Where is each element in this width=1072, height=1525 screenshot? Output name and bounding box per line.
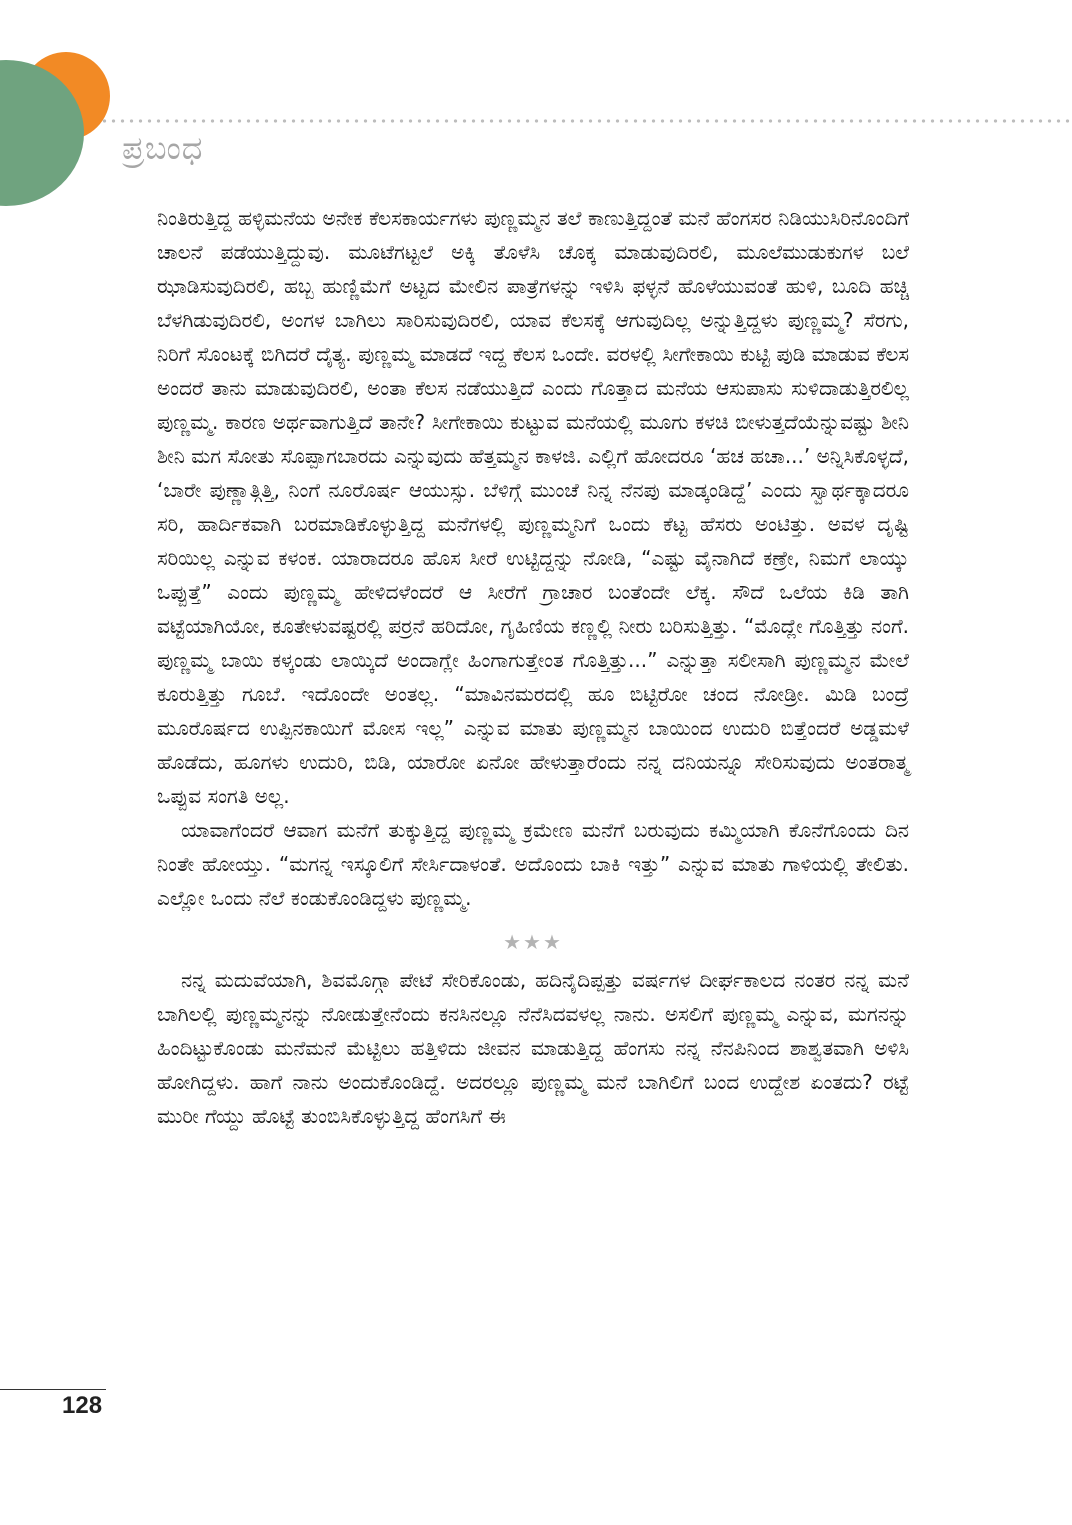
page-number: 128 (62, 1392, 103, 1419)
article-body (157, 201, 909, 1133)
paragraph: ನಿಂತಿರುತ್ತಿದ್ದ ಹಳ್ಳಿಮನೆಯ ಅನೇಕ ಕೆಲಸಕಾರ್ಯಗಳು ಪುಣ್ಣಮ್ಮನ ತಲೆ ಕಾಣುತ್ತಿದ್ದಂತೆ ಮನೆ ಹೆಂಗಸರ ನಿಡಿಯುಸಿರಿನೊಂದಿಗೆ ಚಾಲನೆ ಪಡೆಯುತ್ತಿದ್ದುವು. ಮೂಟೆಗಟ್ಟಲೆ ಅಕ್ಕಿ ತೊಳೆಸಿ ಚೊಕ್ಕ ಮಾಡುವುದಿರಲಿ, ಮೂಲೆಮುಡುಕುಗಳ ಬಲೆ ಝಾಡಿಸುವುದಿರಲಿ, ಹಬ್ಬ ಹುಣ್ಣಿಮೆಗೆ ಅಟ್ಟದ ಮೇಲಿನ ಪಾತ್ರೆಗಳನ್ನು ಇಳಿಸಿ ಫಳ್ಳನೆ ಹೊಳೆಯುವಂತೆ ಹುಳಿ, ಬೂದಿ ಹಚ್ಚಿ ಬೆಳಗಿಡುವುದಿರಲಿ, ಅಂಗಳ ಬಾಗಿಲು ಸಾರಿಸುವುದಿರಲಿ, ಯಾವ ಕೆಲಸಕ್ಕೆ ಆಗುವುದಿಲ್ಲ ಅನ್ನುತ್ತಿದ್ದಳು ಪುಣ್ಣಮ್ಮ? ಸೆರಗು, ನಿರಿಗೆ ಸೊಂಟಕ್ಕೆ ಬಿಗಿದರೆ ದೈತ್ಯ. ಪುಣ್ಣಮ್ಮ ಮಾಡದೆ ಇದ್ದ ಕೆಲಸ ಒಂದೇ. ವರಳಲ್ಲಿ ಸೀಗೇಕಾಯಿ ಕುಟ್ಟಿ ಪುಡಿ ಮಾಡುವ ಕೆಲಸ ಅಂದರೆ ತಾನು ಮಾಡುವುದಿರಲಿ, ಅಂತಾ ಕೆಲಸ ನಡೆಯುತ್ತಿದೆ ಎಂದು ಗೊತ್ತಾದ ಮನೆಯ ಆಸುಪಾಸು ಸುಳಿದಾಡುತ್ತಿರಲಿಲ್ಲ ಪುಣ್ಣಮ್ಮ. ಕಾರಣ ಅರ್ಥವಾಗುತ್ತಿದೆ ತಾನೇ? ಸೀಗೇಕಾಯಿ ಕುಟ್ಟುವ ಮನೆಯಲ್ಲಿ ಮೂಗು ಕಳಚಿ ಬೀಳುತ್ತದೆಯೆನ್ನುವಷ್ಟು ಶೀನಿ ಶೀನಿ ಮಗ ಸೋತು ಸೊಪ್ಪಾಗಬಾರದು ಎನ್ನುವುದು ಹೆತ್ತಮ್ಮನ ಕಾಳಜಿ. ಎಲ್ಲಿಗೆ ಹೋದರೂ ‘ಹಚ ಹಚಾ...’ ಅನ್ನಿಸಿಕೊಳ್ಳದೆ, ‘ಬಾರೇ ಪುಣ್ಣಾತ್ಗಿತ್ತಿ, ನಿಂಗೆ ನೂರೊರ್ಷ ಆಯುಸ್ಸು. ಬೆಳಿಗ್ಗೆ ಮುಂಚೆ ನಿನ್ನ ನೆನಪು ಮಾಡ್ಕಂಡಿದ್ದೆ’ ಎಂದು ಸ್ವಾರ್ಥಕ್ಕಾದರೂ ಸರಿ, ಹಾರ್ದಿಕವಾಗಿ ಬರಮಾಡಿಕೊಳ್ಳುತ್ತಿದ್ದ ಮನೆಗಳಲ್ಲಿ ಪುಣ್ಣಮ್ಮನಿಗೆ ಒಂದು ಕೆಟ್ಟ ಹೆಸರು ಅಂಟಿತ್ತು. ಅವಳ ದೃಷ್ಟಿ ಸರಿಯಿಲ್ಲ ಎನ್ನುವ ಕಳಂಕ. ಯಾರಾದರೂ ಹೊಸ ಸೀರೆ ಉಟ್ಟಿದ್ದನ್ನು ನೋಡಿ, “ಎಷ್ಟು ವೈನಾಗಿದೆ ಕಣ್ರೇ, ನಿಮಗೆ ಲಾಯ್ಕು ಒಪ್ಪುತ್ತೆ” ಎಂದು ಪುಣ್ಣಮ್ಮ ಹೇಳಿದಳೆಂದರೆ ಆ ಸೀರೆಗೆ ಗ್ರಾಚಾರ ಬಂತೆಂದೇ ಲೆಕ್ಕ. ಸೌದೆ ಒಲೆಯ ಕಿಡಿ ತಾಗಿ ವಟ್ಟೆಯಾಗಿಯೋ, ಕೂತೇಳುವಷ್ಟರಲ್ಲಿ ಪರ್ರನೆ ಹರಿದೋ, ಗೃಹಿಣಿಯ ಕಣ್ಣಲ್ಲಿ ನೀರು ಬರಿಸುತ್ತಿತ್ತು. “ಮೊದ್ಲೇ ಗೊತ್ತಿತ್ತು ನಂಗೆ. ಪುಣ್ಣಮ್ಮ ಬಾಯಿ ಕಳ್ಕಂಡು ಲಾಯ್ಕಿದೆ ಅಂದಾಗ್ಲೇ ಹಿಂಗಾಗುತ್ತೇಂತ ಗೊತ್ತಿತ್ತು...” ಎನ್ನುತ್ತಾ ಸಲೀಸಾಗಿ ಪುಣ್ಣಮ್ಮನ ಮೇಲೆ ಕೂರುತ್ತಿತ್ತು ಗೂಬೆ. ಇದೊಂದೇ ಅಂತಲ್ಲ. “ಮಾವಿನಮರದಲ್ಲಿ ಹೂ ಬಿಟ್ಟಿರೋ ಚಂದ ನೋಡ್ರೀ. ಮಿಡಿ ಬಂದ್ರೆ ಮೂರೊರ್ಷದ ಉಪ್ಪಿನಕಾಯಿಗೆ ಮೋಸ ಇಲ್ಲ” ಎನ್ನುವ ಮಾತು ಪುಣ್ಣಮ್ಮನ ಬಾಯಿಂದ ಉದುರಿ ಬಿತ್ತೆಂದರೆ ಅಡ್ಡಮಳೆ ಹೊಡೆದು, ಹೂಗಳು ಉದುರಿ, ಬಿಡಿ, ಯಾರೋ ಏನೋ ಹೇಳುತ್ತಾರೆಂದು ನನ್ನ ದನಿಯನ್ನೂ ಸೇರಿಸುವುದು ಅಂತರಾತ್ಮ ಒಪ್ಪುವ ಸಂಗತಿ ಅಲ್ಲ. (157, 206, 909, 808)
dotted-rule (100, 119, 1072, 123)
paragraph: ಯಾವಾಗೆಂದರೆ ಆವಾಗ ಮನೆಗೆ ತುಕ್ಕುತ್ತಿದ್ದ ಪುಣ್ಣಮ್ಮ ಕ್ರಮೇಣ ಮನೆಗೆ ಬರುವುದು ಕಮ್ಮಿಯಾಗಿ ಕೊನೆಗೊಂದು ದಿನ ನಿಂತೇ ಹೋಯ್ತು. “ಮಗನ್ನ ಇಸ್ಕೂಲಿಗೆ ಸೇರ್ಸಿದಾಳಂತೆ. ಅದೊಂದು ಬಾಕಿ ಇತ್ತು” ಎನ್ನುವ ಮಾತು ಗಾಳಿಯಲ್ಲಿ ತೇಲಿತು. ಎಲ್ಲೋ ಒಂದು ನೆಲೆ ಕಂಡುಕೊಂಡಿದ್ದಳು ಪುಣ್ಣಮ್ಮ. (157, 818, 909, 910)
footer-rule (0, 1389, 106, 1390)
section-separator: ★★★ (503, 930, 563, 954)
paragraph: ನನ್ನ ಮದುವೆಯಾಗಿ, ಶಿವಮೊಗ್ಗಾ ಪೇಟೆ ಸೇರಿಕೊಂಡು, ಹದಿನೈದಿಪ್ಪತ್ತು ವರ್ಷಗಳ ದೀರ್ಘಕಾಲದ ನಂತರ ನನ್ನ ಮನೆ ಬಾಗಿಲಲ್ಲಿ ಪುಣ್ಣಮ್ಮನನ್ನು ನೋಡುತ್ತೇನೆಂದು ಕನಸಿನಲ್ಲೂ ನೆನೆಸಿದವಳಲ್ಲ ನಾನು. ಅಸಲಿಗೆ ಪುಣ್ಣಮ್ಮ ಎನ್ನುವ, ಮಗನನ್ನು ಹಿಂದಿಟ್ಟುಕೊಂಡು ಮನೆಮನೆ ಮೆಟ್ಟಿಲು ಹತ್ತಿಳಿದು ಜೀವನ ಮಾಡುತ್ತಿದ್ದ ಹೆಂಗಸು ನನ್ನ ನೆನಪಿನಿಂದ ಶಾಶ್ವತವಾಗಿ ಅಳಿಸಿ ಹೋಗಿದ್ದಳು. ಹಾಗೆ ನಾನು ಅಂದುಕೊಂಡಿದ್ದೆ. ಅದರಲ್ಲೂ ಪುಣ್ಣಮ್ಮ ಮನೆ ಬಾಗಿಲಿಗೆ ಬಂದ ಉದ್ದೇಶ ಏಂತದು? ರಟ್ಟೆ ಮುರೀ ಗೆಯ್ದು ಹೊಟ್ಟೆ ತುಂಬಿಸಿಕೊಳ್ಳುತ್ತಿದ್ದ ಹೆಂಗಸಿಗೆ ಈ (157, 968, 909, 1128)
section-title: ಪ್ರಬಂಧ (122, 129, 204, 167)
